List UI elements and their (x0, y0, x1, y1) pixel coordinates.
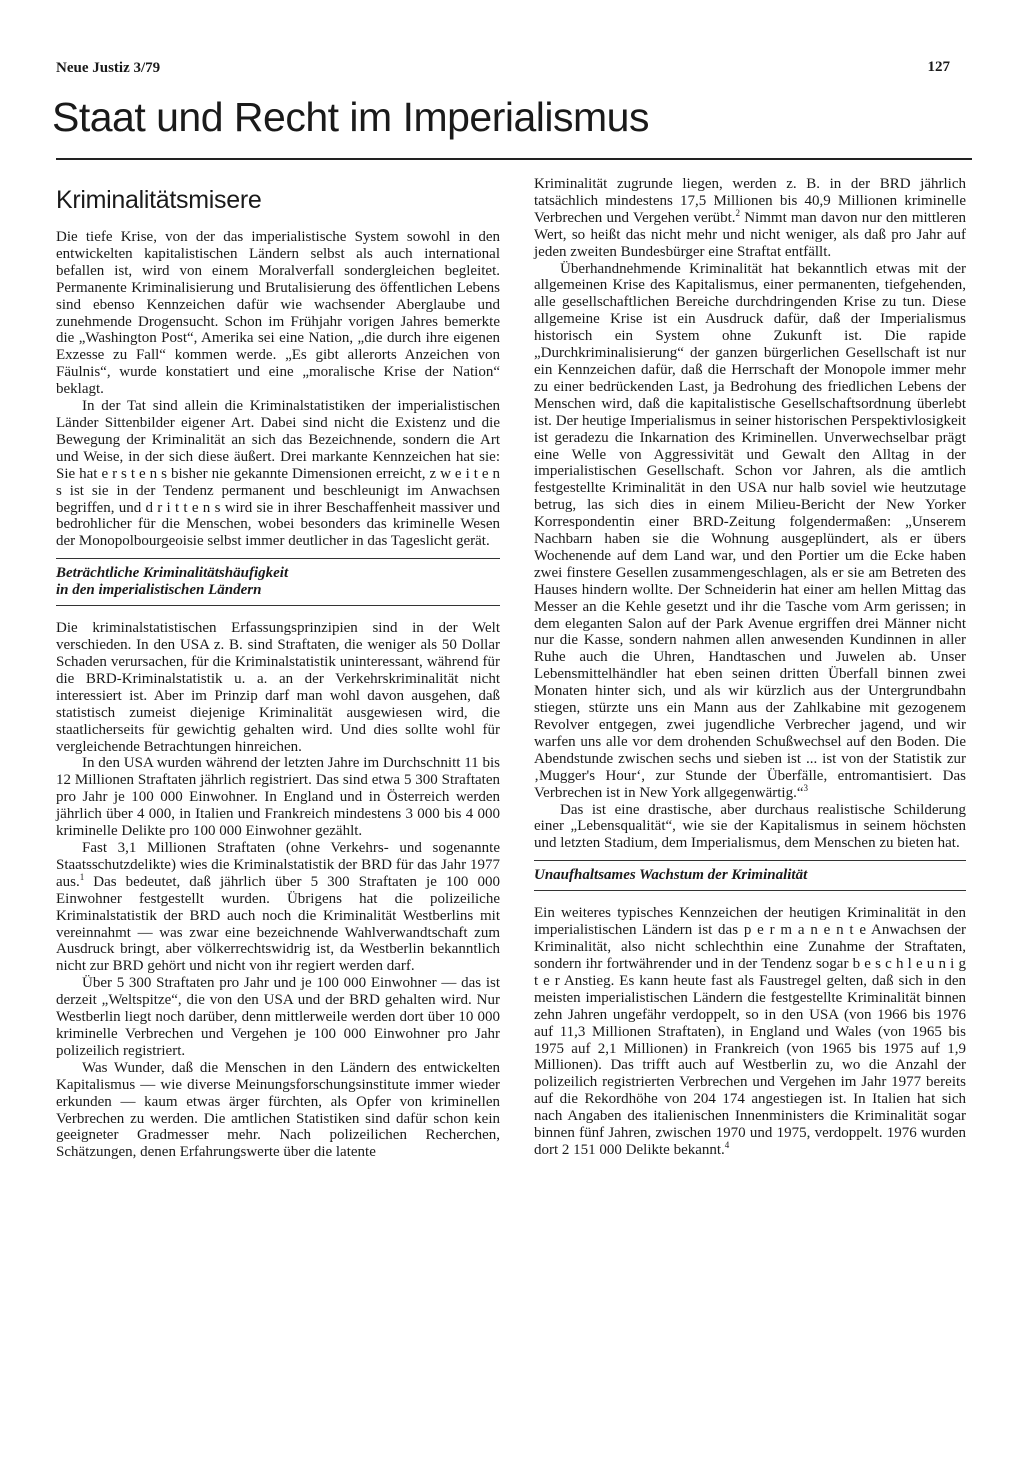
page-number: 127 (927, 59, 950, 75)
left-column (56, 178, 500, 1161)
section-title: Kriminalitätsmisere (56, 186, 262, 214)
paragraph-left-1: Die tiefe Krise, von der das imperialistische System sowohl in den entwickelten kapitalistischen Ländern selbst als auch international befallen ist, wird von einem Moralverfall sondergleichen begleitet. Permanente Kriminalisierung und Brutalisierung des öffentlichen Lebens sind ebenso Kennzeichen dafür wie wachsender Aberglaube und zunehmende Drogensucht. Schon im Frühjahr vorigen Jahres bemerkte die „Washington Post“, Amerika sei eine Nation, „die durch ihre eigenen Exzesse zu Fall“ kommen werde. „Es gibt allerorts Anzeichen von Fäulnis“, wurde konstatiert und eine „moralische Krise der Nation“ beklagt. (56, 229, 500, 398)
paragraph-left-5-b: Das bedeutet, daß jährlich über 5 300 Straftaten je 100 000 Einwohner festgestellt wurden. Übrigens hat die polizeiliche Kriminalstatistik der BRD auch noch die Kriminalität Westberlins mit vereinnahmt — was zwar eine bezeichnende Wahlverwandtschaft zum Ausdruck bringt, aber völkerrechtswidrig ist, da Westberlin bekanntlich nicht zur BRD gehört und nicht von ihr regiert werden darf. (56, 873, 500, 975)
paragraph-right-4-a: Ein weiteres typisches Kennzeichen der heutigen Kriminalität in den imperialistischen Ländern ist das p e r m a n e n t e Anwachsen der Kriminalität, also nicht schlechthin eine Zunahme der Straftaten, sondern ihr fortwährender und in der Tendenz sogar b e s c h l e u n i g t e r Anstieg. Es kann heute fast als Faustregel gelten, daß sich in den meisten imperialistischen Ländern die festgestellte Kriminalität binnen zehn Jahren ungefähr verdoppelt, so in den USA (von 1966 bis 1976 auf 11,3 Millionen Straftaten), in England und Wales (von 1965 bis 1975 auf 2,1 Millionen) in Frankreich (von 1965 bis 1975 auf 1,9 Millionen). Das trifft auch auf Westberlin zu, wo die Anzahl der polizeilich registrierten Verbrechen und Vergehen im Jahr 1977 bereits auf die Rekordhöhe von 204 174 angestiegen ist. In Italien hat sich nach Angaben des italienischen Innenministers die Kriminalität sogar binnen fünf Jahren, zwischen 1970 und 1975, verdoppelt. 1976 wurden dort 2 151 000 Delikte bekannt. (534, 905, 966, 1158)
subheading-2: Unaufhaltsames Wachstum der Kriminalität (534, 867, 808, 884)
main-title: Staat und Recht im Imperialismus (52, 94, 649, 140)
paragraph-right-2 (534, 261, 966, 802)
subheading-1-line-2: in den imperialistischen Ländern (56, 582, 262, 599)
paragraph-right-3: Das ist eine drastische, aber durchaus realistische Schilderung einer „Lebensqualität“, wie sie der Kapitalismus in seinem höchsten und letzten Stadium, dem Imperialismus, dem Menschen zu bieten hat. (534, 801, 966, 852)
paragraph-left-6: Über 5 300 Straftaten pro Jahr und je 100 000 Einwohner — das ist derzeit „Weltspitze“, die von den USA und der BRD gehalten wird. Nur Westberlin liegt noch darüber, denn mittlerweile werden dort über 10 000 kriminelle Verbrechen und Vergehen je 100 000 Einwohner pro Jahr polizeilich registriert. (56, 975, 500, 1059)
footnote-ref-2: 2 (735, 207, 741, 218)
subhead-rule-bottom (56, 605, 500, 606)
subheading-1 (56, 565, 500, 599)
paragraph-right-1 (534, 176, 966, 261)
footnote-ref-4: 4 (724, 1139, 730, 1150)
paragraph-left-2: In der Tat sind allein die Kriminalstatistiken der imperialistischen Länder Sittenbilder eigener Art. Dabei sind nicht die Existenz und die Bewegung der Kriminalität an sich das Bezeichnende, sondern die Art und Weise, in der sich diese äußert. Drei markante Kennzeichen hat sie: Sie hat e r s t e n s bisher nie gekannte Dimensionen erreicht, z w e i t e n s ist sie in der Tendenz permanent und beschleunigt im Anwachsen begriffen, und d r i t t e n s wird sie in ihrer Beschaffenheit massiver und bedrohlicher für die Menschen, wobei besonders das kriminelle Wesen der Monopolbourgeoisie selbst immer deutlicher in das Tageslicht gerät. (56, 398, 500, 550)
paragraph-right-4 (534, 905, 966, 1159)
subheading-1-line-1: Beträchtliche Kriminalitätshäufigkeit (56, 565, 289, 582)
paragraph-right-1-b: Nimmt man davon nur den mittleren Wert, so heißt das nicht mehr und nicht weniger, als daß pro Jahr auf jeden zweiten Bundesbürger eine Straftat entfällt. (534, 209, 966, 260)
subhead2-rule-bottom (534, 890, 966, 891)
running-header-journal: Neue Justiz 3/79 (56, 60, 161, 76)
paragraph-left-3: Die kriminalstatistischen Erfassungsprinzipien sind in der Welt verschieden. In den USA z. B. sind Straftaten, die weniger als 50 Dollar Schaden verursachen, für die Kriminalstatistik uninteressant, während für die BRD-Kriminalstatistik u. a. an der Verkehrskriminalität nicht interessiert ist. Aber im Prinzip darf man wohl davon ausgehen, daß statistisch zumeist diejenige Kriminalität ausgewiesen wird, die staatlicherseits für gewichtig gehalten wird. Und dies sollte wohl für vergleichende Betrachtungen hinreichen. (56, 620, 500, 755)
footnote-ref-3: 3 (803, 782, 809, 793)
footnote-ref-1: 1 (79, 871, 85, 882)
right-column (534, 176, 966, 1159)
paragraph-right-1-a: Kriminalität zugrunde liegen, werden z. B. in der BRD jährlich tatsächlich mindestens 17,5 Millionen bis 40,9 Millionen kriminelle Verbrechen und Vergehen verübt. (534, 176, 966, 226)
paragraph-left-5 (56, 840, 500, 975)
subhead-rule-top (56, 558, 500, 559)
paragraph-left-4: In den USA wurden während der letzten Jahre im Durchschnitt 11 bis 12 Millionen Straftaten jährlich registriert. Das sind etwa 5 300 Straftaten pro Jahr je 100 000 Einwohner. In England und in Österreich werden jährlich über 4 000, in Italien und Frankreich mindestens 3 000 bis 4 000 kriminelle Delikte pro 100 000 Einwohner gezählt. (56, 755, 500, 840)
title-rule (56, 158, 972, 160)
paragraph-left-5-a: Fast 3,1 Millionen Straftaten (ohne Verkehrs- und sogenannte Staatsschutzdelikte) wies die Kriminalstatistik der BRD für das Jahr 1977 aus. (56, 840, 500, 890)
paragraph-right-2-a: Überhandnehmende Kriminalität hat bekanntlich etwas mit der allgemeinen Krise des Kapitalismus, einer permanenten, tiefgehenden, alle gesellschaftlichen Bereiche durchdringenden Krise zu tun. Diese allgemeine Krise ist ein Ausdruck dafür, daß der Imperialismus historisch ein System ohne Zukunft ist. Die rapide „Durchkriminalisierung“ der ganzen bürgerlichen Gesellschaft ist nur ein Kennzeichen dafür, daß die Herrschaft der Monopole immer mehr zu einer bedrückenden Last, ja Bedrohung des friedlichen Lebens der Menschen wird, daß die kapitalistische Gesellschaftsordnung überlebt ist. Der heutige Imperialismus in seiner historischen Perspektivlosigkeit ist geradezu die Inkarnation des Kriminellen. Unverwechselbar prägt eine Welle von Aggressivität und Gewalt den Alltag in der imperialistischen Gesellschaft. Schon vor Jahren, als die amtlich festgestellte Kriminalität in den USA nur halb soviel wie heutzutage betrug, las sich dies in einem Milieu-Bericht der New Yorker Korrespondentin einer BRD-Zeitung folgendermaßen: „Unserem Nachbarn haben sie die Wohnung ausgeplündert, als er übers Wochenende auf dem Land war, und den Portier um die Ecke haben zwei finstere Gesellen zusammengeschlagen, als er sie am Betreten des Hauses hindern wollte. Der Schneiderin hat einer am hellen Mittag das Messer an die Kehle gesetzt und ihr die Tasche vom Arm gerissen; in dem eleganten Salon auf der Park Avenue ergriffen drei Männer nicht nur die Kasse, sondern nahmen allen anwesenden Kundinnen in aller Ruhe auch die Uhren, Handtaschen und Juwelen ab. Unser Lebensmittelhändler hat eben seinen dritten Überfall binnen zwei Monaten hinter sich, und als wir kürzlich aus der Untergrundbahn stiegen, stürzte uns ein Mann aus der Zahlkabine mit gezogenem Revolver entgegen, zwei jugendliche Verbrecher jagend, und wir warfen uns alle vor dem drohenden Schußwechsel auf den Boden. Die Abendstunde zwischen sechs und sieben ist ... ist von der Statistik zur ‚Mugger's Hour‘, zur Stunde der Überfälle, entromantisiert. Das Verbrechen ist in New York allgegenwärtig.“ (534, 260, 966, 801)
subhead2-rule-top (534, 860, 966, 861)
paragraph-left-7: Was Wunder, daß die Menschen in den Ländern des entwickelten Kapitalismus — wie diverse Meinungsforschungsinstitute immer wieder erkunden — kaum etwas ärger fürchten, als Opfer von kriminellen Verbrechen zu werden. Die amtlichen Statistiken sind dafür schon kein geeigneter Gradmesser mehr. Nach polizeilichen Recherchen, Schätzungen, denen Erfahrungswerte über die latente (56, 1059, 500, 1161)
